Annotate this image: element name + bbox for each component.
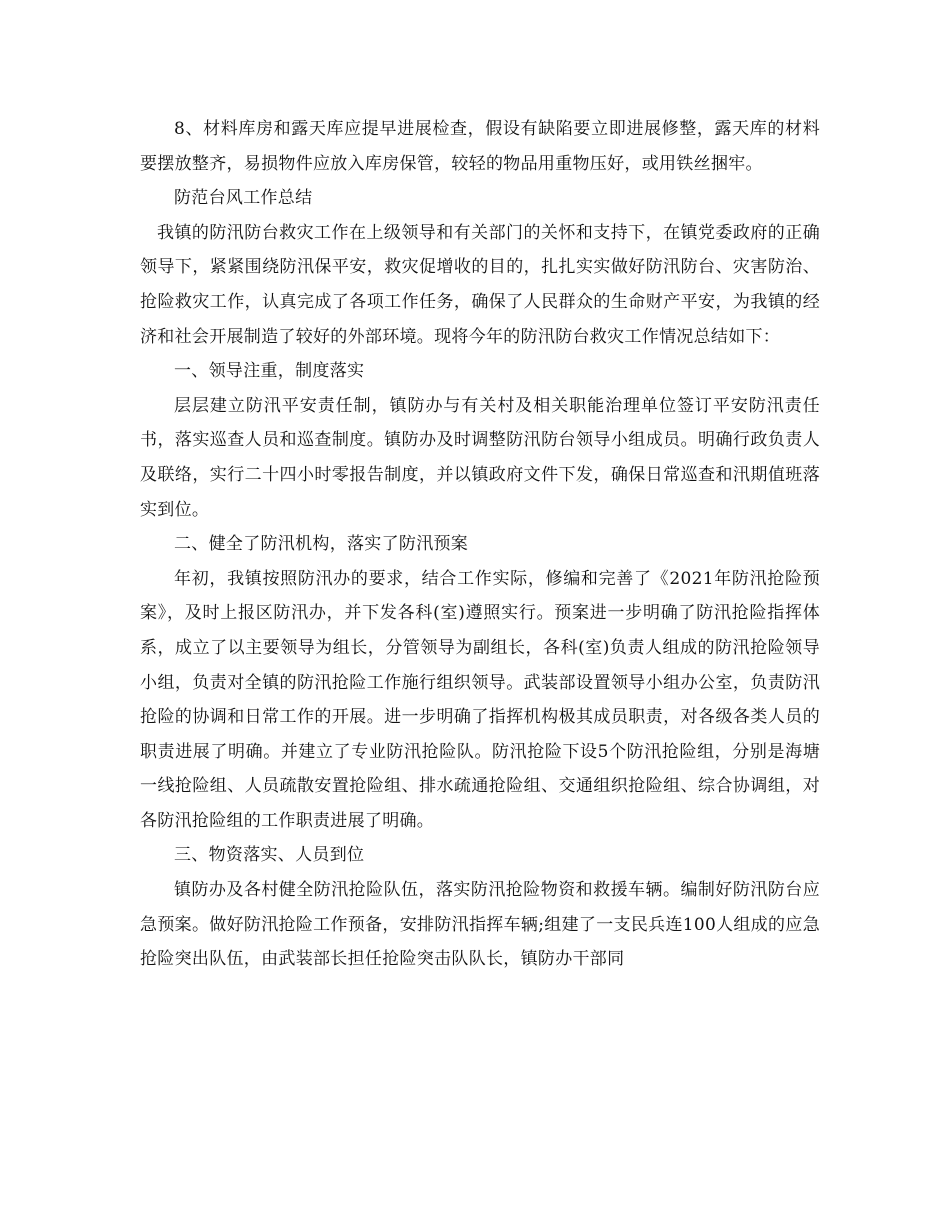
paragraph-material-warehouse: 8、材料库房和露天库应提早进展检查，假设有缺陷要立即进展修整，露天库的材料要摆放整齐，易损物件应放入库房保管，较轻的物品用重物压好，或用铁丝捆牢。 [140,119,820,174]
document-body [140,112,820,977]
paragraph-section-1: 层层建立防汛平安责任制，镇防办与有关村及相关职能治理单位签订平安防汛责任书，落实巡查人员和巡查制度。镇防办及时调整防汛防台领导小组成员。明确行政负责人及联络，实行二十四小时零报告制度，并以镇政府文件下发，确保日常巡查和汛期值班落实到位。 [140,395,820,520]
heading-section-1: 一、领导注重，制度落实 [174,361,365,382]
paragraph-section-3: 镇防办及各村健全防汛抢险队伍，落实防汛抢险物资和救援车辆。编制好防汛防台应急预案。做好防汛抢险工作预备，安排防汛指挥车辆;组建了一支民兵连100人组成的应急抢险突出队伍，由武装部长担任抢险突击队队长，镇防办干部同 [140,880,820,970]
paragraph-intro: 我镇的防汛防台救灾工作在上级领导和有关部门的关怀和支持下，在镇党委政府的正确领导下，紧紧围绕防汛保平安，救灾促增收的目的，扎扎实实做好防汛防台、灾害防治、抢险救灾工作，认真完成了各项工作任务，确保了人民群众的生命财产平安，为我镇的经济和社会开展制造了较好的外部环境。现将今年的防汛防台救灾工作情况总结如下： [140,222,820,347]
heading-section-3: 三、物资落实、人员到位 [174,845,365,866]
section-title-typhoon-summary: 防范台风工作总结 [174,188,313,209]
heading-section-2: 二、健全了防汛机构，落实了防汛预案 [174,534,469,555]
paragraph-section-2: 年初，我镇按照防汛办的要求，结合工作实际，修编和完善了《2021年防汛抢险预案》，及时上报区防汛办，并下发各科(室)遵照实行。预案进一步明确了防汛抢险指挥体系，成立了以主要领导为组长，分管领导为副组长，各科(室)负责人组成的防汛抢险领导小组，负责对全镇的防汛抢险工作施行组织领导。武装部设置领导小组办公室，负责防汛抢险的协调和日常工作的开展。进一步明确了指挥机构极其成员职责，对各级各类人员的职责进展了明确。并建立了专业防汛抢险队。防汛抢险下设5个防汛抢险组，分别是海塘一线抢险组、人员疏散安置抢险组、排水疏通抢险组、交通组织抢险组、综合协调组，对各防汛抢险组的工作职责进展了明确。 [140,568,820,831]
